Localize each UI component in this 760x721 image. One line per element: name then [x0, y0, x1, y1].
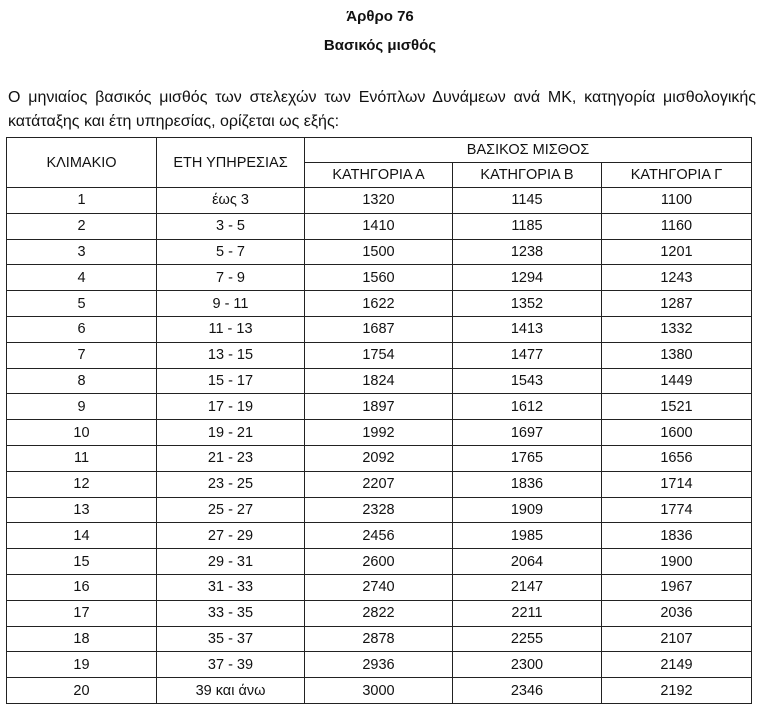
category-g-cell: 1600	[602, 420, 752, 446]
category-a-cell: 1687	[305, 316, 453, 342]
table-row	[7, 600, 752, 626]
years-cell: 23 - 25	[157, 471, 305, 497]
intro-paragraph: Ο μηνιαίος βασικός μισθός των στελεχών των Ενόπλων Δυνάμεων ανά ΜΚ, κατηγορία μισθολογικής κατάταξης και έτη υπηρεσίας, ορίζεται ως εξής:	[8, 89, 756, 130]
category-a-cell: 1754	[305, 342, 453, 368]
table-row	[7, 549, 752, 575]
step-cell: 12	[7, 471, 157, 497]
category-a-cell: 1897	[305, 394, 453, 420]
table-row	[7, 420, 752, 446]
table-row	[7, 265, 752, 291]
category-g-cell: 2107	[602, 626, 752, 652]
step-cell: 14	[7, 523, 157, 549]
category-b-cell: 1543	[453, 368, 602, 394]
category-g-cell: 1714	[602, 471, 752, 497]
table-row	[7, 213, 752, 239]
table-row	[7, 678, 752, 704]
category-g-cell: 1656	[602, 445, 752, 471]
table-row	[7, 471, 752, 497]
category-g-cell: 1160	[602, 213, 752, 239]
category-b-cell: 1836	[453, 471, 602, 497]
category-b-cell: 1765	[453, 445, 602, 471]
years-cell: 21 - 23	[157, 445, 305, 471]
category-g-cell: 1380	[602, 342, 752, 368]
years-cell: έως 3	[157, 188, 305, 214]
step-cell: 7	[7, 342, 157, 368]
table-row	[7, 574, 752, 600]
step-cell: 9	[7, 394, 157, 420]
years-cell: 5 - 7	[157, 239, 305, 265]
category-g-cell: 2149	[602, 652, 752, 678]
category-g-cell: 2192	[602, 678, 752, 704]
years-cell: 31 - 33	[157, 574, 305, 600]
table-header-row	[7, 138, 752, 163]
header-category-b: ΚΑΤΗΓΟΡΙΑ Β	[453, 163, 602, 188]
table-row	[7, 626, 752, 652]
category-g-cell: 1836	[602, 523, 752, 549]
category-g-cell: 2036	[602, 600, 752, 626]
years-cell: 17 - 19	[157, 394, 305, 420]
category-g-cell: 1521	[602, 394, 752, 420]
header-years: ΕΤΗ ΥΠΗΡΕΣΙΑΣ	[157, 138, 305, 188]
category-b-cell: 2300	[453, 652, 602, 678]
category-b-cell: 2147	[453, 574, 602, 600]
category-g-cell: 1774	[602, 497, 752, 523]
article-title: Βασικός μισθός	[323, 37, 437, 54]
step-cell: 6	[7, 316, 157, 342]
category-a-cell: 2740	[305, 574, 453, 600]
step-cell: 10	[7, 420, 157, 446]
years-cell: 11 - 13	[157, 316, 305, 342]
category-a-cell: 2878	[305, 626, 453, 652]
category-b-cell: 1185	[453, 213, 602, 239]
category-g-cell: 1287	[602, 291, 752, 317]
years-cell: 13 - 15	[157, 342, 305, 368]
years-cell: 15 - 17	[157, 368, 305, 394]
category-a-cell: 1500	[305, 239, 453, 265]
table-row	[7, 291, 752, 317]
category-g-cell: 1100	[602, 188, 752, 214]
table-row	[7, 316, 752, 342]
category-a-cell: 1622	[305, 291, 453, 317]
category-b-cell: 1477	[453, 342, 602, 368]
category-a-cell: 1824	[305, 368, 453, 394]
article-number: Άρθρο 76	[346, 8, 414, 25]
table-row	[7, 652, 752, 678]
category-a-cell: 1560	[305, 265, 453, 291]
table-row	[7, 239, 752, 265]
category-a-cell: 2328	[305, 497, 453, 523]
step-cell: 4	[7, 265, 157, 291]
years-cell: 39 και άνω	[157, 678, 305, 704]
header-category-g: ΚΑΤΗΓΟΡΙΑ Γ	[602, 163, 752, 188]
header-category-a: ΚΑΤΗΓΟΡΙΑ Α	[305, 163, 453, 188]
table-row	[7, 188, 752, 214]
category-b-cell: 1612	[453, 394, 602, 420]
table-row	[7, 368, 752, 394]
step-cell: 18	[7, 626, 157, 652]
category-a-cell: 1992	[305, 420, 453, 446]
step-cell: 16	[7, 574, 157, 600]
category-a-cell: 2600	[305, 549, 453, 575]
step-cell: 19	[7, 652, 157, 678]
category-g-cell: 1201	[602, 239, 752, 265]
years-cell: 29 - 31	[157, 549, 305, 575]
category-b-cell: 1697	[453, 420, 602, 446]
years-cell: 7 - 9	[157, 265, 305, 291]
years-cell: 35 - 37	[157, 626, 305, 652]
category-b-cell: 2346	[453, 678, 602, 704]
category-g-cell: 1332	[602, 316, 752, 342]
step-cell: 11	[7, 445, 157, 471]
category-b-cell: 1352	[453, 291, 602, 317]
step-cell: 20	[7, 678, 157, 704]
years-cell: 9 - 11	[157, 291, 305, 317]
category-g-cell: 1967	[602, 574, 752, 600]
category-a-cell: 2822	[305, 600, 453, 626]
table-row	[7, 497, 752, 523]
category-b-cell: 2255	[453, 626, 602, 652]
category-g-cell: 1243	[602, 265, 752, 291]
category-b-cell: 2064	[453, 549, 602, 575]
category-b-cell: 2211	[453, 600, 602, 626]
years-cell: 3 - 5	[157, 213, 305, 239]
salary-table	[6, 137, 752, 704]
years-cell: 37 - 39	[157, 652, 305, 678]
step-cell: 5	[7, 291, 157, 317]
step-cell: 15	[7, 549, 157, 575]
category-b-cell: 1145	[453, 188, 602, 214]
category-b-cell: 1909	[453, 497, 602, 523]
category-a-cell: 2092	[305, 445, 453, 471]
category-b-cell: 1238	[453, 239, 602, 265]
step-cell: 3	[7, 239, 157, 265]
table-row	[7, 445, 752, 471]
table-row	[7, 342, 752, 368]
years-cell: 27 - 29	[157, 523, 305, 549]
step-cell: 8	[7, 368, 157, 394]
header-step: ΚΛΙΜΑΚΙΟ	[7, 138, 157, 188]
years-cell: 25 - 27	[157, 497, 305, 523]
table-row	[7, 394, 752, 420]
category-a-cell: 2456	[305, 523, 453, 549]
years-cell: 33 - 35	[157, 600, 305, 626]
header-basic-salary: ΒΑΣΙΚΟΣ ΜΙΣΘΟΣ	[305, 138, 752, 163]
category-b-cell: 1294	[453, 265, 602, 291]
category-g-cell: 1900	[602, 549, 752, 575]
category-b-cell: 1413	[453, 316, 602, 342]
years-cell: 19 - 21	[157, 420, 305, 446]
table-body	[7, 188, 752, 704]
step-cell: 17	[7, 600, 157, 626]
category-g-cell: 1449	[602, 368, 752, 394]
category-a-cell: 1320	[305, 188, 453, 214]
category-a-cell: 2207	[305, 471, 453, 497]
category-b-cell: 1985	[453, 523, 602, 549]
category-a-cell: 1410	[305, 213, 453, 239]
step-cell: 2	[7, 213, 157, 239]
table-row	[7, 523, 752, 549]
step-cell: 1	[7, 188, 157, 214]
category-a-cell: 2936	[305, 652, 453, 678]
category-a-cell: 3000	[305, 678, 453, 704]
step-cell: 13	[7, 497, 157, 523]
